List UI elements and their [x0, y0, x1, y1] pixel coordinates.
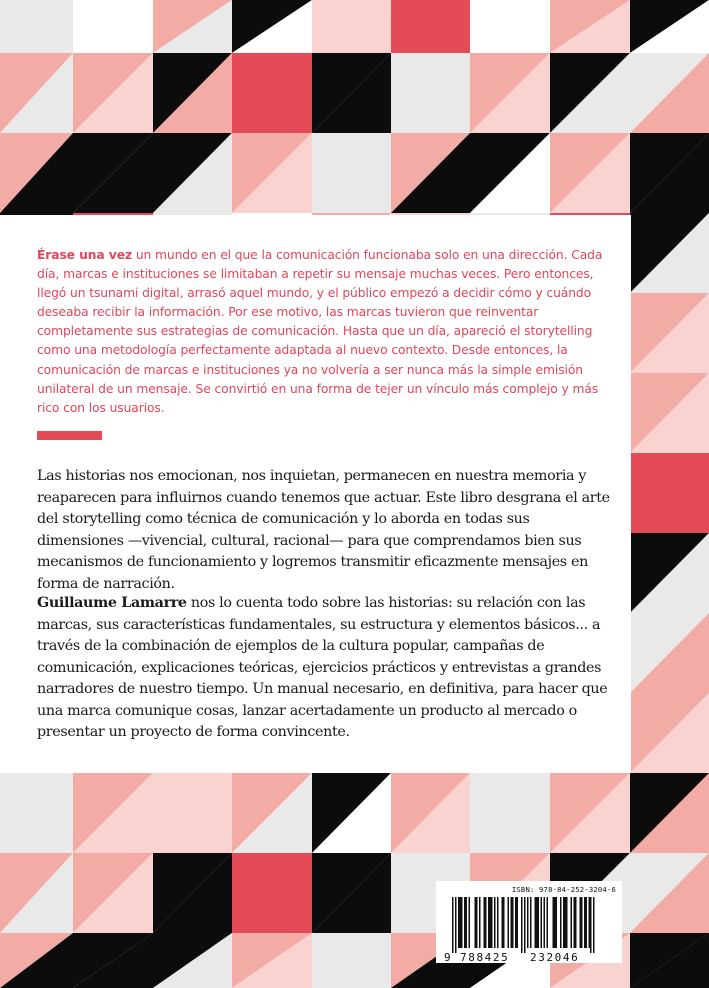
barcode-bar	[566, 897, 568, 948]
barcode-bar	[464, 897, 466, 948]
barcode-bar	[517, 897, 519, 948]
barcode-bar	[556, 897, 558, 948]
barcode-bar	[581, 897, 583, 948]
barcode-bar	[476, 897, 478, 948]
barcode-bar	[530, 897, 532, 948]
description-paragraph-2-text: nos lo cuenta todo sobre las historias: su relación con las marcas, sus características fundamentales, su estructura y elementos básicos... a través de la combinación de ejemplos de la cultura popular, campañas de comunicación, explicaciones teóricas, ejercicios prácticos y entrevistas a grandes narradores de nuestro tiempo. Un manual necesario, en definitiva, para hacer que una marca comunique cosas, lanzar acertadamente un producto al mercado o presentar un proyecto de forma convincente.	[37, 595, 608, 740]
barcode-bar	[538, 897, 540, 948]
pattern-square	[391, 0, 470, 53]
barcode-bar	[560, 897, 562, 948]
barcode-bar	[484, 897, 486, 948]
barcode-bar	[586, 897, 588, 948]
barcode-bar	[455, 897, 457, 953]
barcode-digit-first: 9	[444, 951, 451, 963]
intro-lead: Érase una vez	[37, 248, 133, 262]
barcode-bar	[491, 897, 493, 948]
barcode-bar	[460, 897, 462, 948]
barcode-bar	[494, 897, 496, 948]
barcode-bar	[575, 897, 577, 948]
isbn-label: ISBN: 978-84-252-3204-6	[511, 885, 616, 894]
barcode-bar	[485, 897, 487, 948]
pattern-square	[630, 453, 709, 533]
intro-paragraph	[37, 246, 611, 418]
pattern-square	[391, 53, 470, 133]
pattern-square	[232, 853, 312, 933]
barcode-bar	[490, 897, 492, 948]
barcode-box	[436, 881, 622, 963]
intro-text: un mundo en el que la comunicación funcionaba solo en una dirección. Cada día, marcas e instituciones se limitaban a repetir su mensaje muchas veces. Pero entonces, llegó un tsunami digital, arrasó aquel mundo, y el público empezó a decidir cómo y cuándo deseaba recibir la información. Por ese motivo, las marcas tuvieron que reinventar completamente sus estrategias de comunicación. Hasta que un día, apareció el storytelling como una metodología perfectamente adaptada al nuevo contexto. Desde entonces, la comunicación de marcas e instituciones ya no volvería a ser nunca más la simple emisión unilateral de un mensaje. Se convirtió en una forma de tejer un vínculo más complejo y más rico con los usuarios.	[37, 248, 603, 415]
barcode-bar	[512, 897, 514, 948]
barcode-bar	[547, 897, 549, 948]
barcode-bar	[479, 897, 481, 948]
barcode-bar	[521, 897, 523, 953]
barcode-bar	[541, 897, 543, 948]
barcode-bar	[452, 897, 454, 953]
barcode-bar	[553, 897, 555, 948]
barcode-bar	[589, 897, 591, 948]
barcode-bar	[544, 897, 546, 948]
barcode-bar	[511, 897, 513, 948]
barcode-bar	[488, 897, 490, 948]
description-paragraph-1: Las historias nos emocionan, nos inquietan, permanecen en nuestra memoria y reaparecen para influirnos cuando tenemos que actuar. Este libro desgrana el arte del storytelling como técnica de comunicación y lo aborda en todas sus dimensiones —vivencial, cultural, racional— para que comprendamos bien sus mecanismos de funcionamiento y logremos transmitir eficazmente mensajes en forma de narración.	[37, 468, 610, 592]
pattern-square	[312, 133, 391, 213]
barcode-bar	[461, 897, 463, 948]
barcode-bar	[458, 897, 460, 948]
barcode-bar	[502, 897, 504, 948]
pattern-square	[153, 773, 232, 853]
barcode-bar	[554, 897, 556, 948]
barcode-bar	[475, 897, 477, 948]
barcode-bar	[574, 897, 576, 948]
barcode-bar	[571, 897, 573, 948]
pattern-square	[312, 933, 391, 988]
barcode-bar	[584, 897, 586, 948]
pattern-square	[470, 0, 550, 53]
author-name: Guillaume Lamarre	[37, 595, 187, 611]
barcode-bar	[527, 897, 529, 948]
divider-bar	[37, 431, 102, 440]
pattern-square	[470, 773, 550, 853]
barcode-bar	[536, 897, 538, 948]
pattern-square	[73, 0, 153, 53]
description-paragraph-2	[37, 593, 611, 744]
barcode-bar	[563, 897, 565, 948]
barcode-bar	[565, 897, 567, 948]
barcode-bar	[590, 897, 592, 953]
barcode-bar	[466, 897, 468, 948]
barcode-bar	[524, 897, 526, 953]
barcode-bar	[535, 897, 537, 948]
barcode-bar	[580, 897, 582, 948]
barcode-bar	[503, 897, 505, 948]
barcode-bar	[469, 897, 471, 948]
barcode-bar	[593, 897, 595, 953]
barcode-bar	[515, 897, 517, 948]
pattern-square	[232, 53, 312, 133]
barcode-bar	[497, 897, 499, 948]
barcode-digits-left: 788425	[460, 951, 510, 963]
barcode-bar	[508, 897, 510, 948]
barcode-digits-right: 232046	[530, 951, 580, 963]
